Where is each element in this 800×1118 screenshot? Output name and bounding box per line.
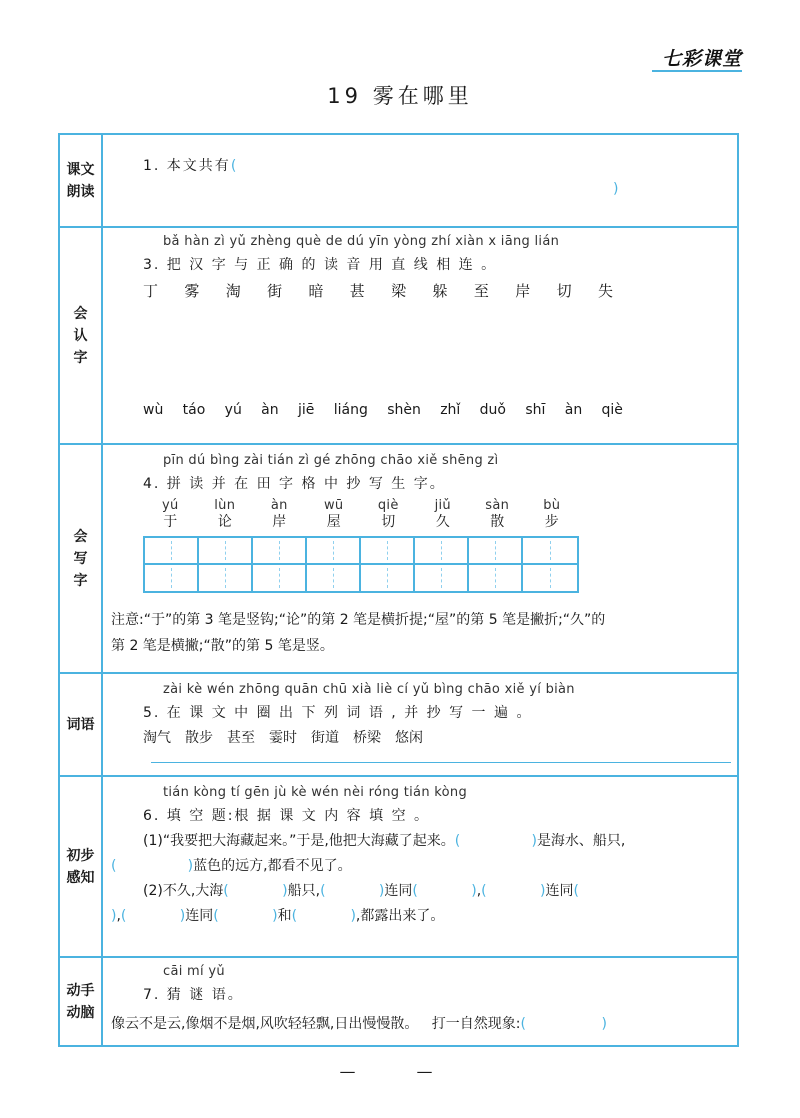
section-comprehension — [60, 777, 737, 958]
fill-text: ,都露出来了。 — [355, 908, 445, 924]
answer-open-paren: ( — [230, 158, 239, 174]
fill-line-2 — [111, 855, 352, 875]
section-hands-on — [60, 958, 737, 1045]
pinyin-line: pīn dú bìng zài tián zì gé zhōng chāo xiě shēng zì — [163, 453, 499, 468]
pinyin-line: bǎ hàn zì yǔ zhèng què de dú yīn yòng zhí xiàn x iāng lián — [163, 234, 560, 249]
label-line: 认 — [73, 327, 88, 344]
question-4: 4. 拼 读 并 在 田 字 格 中 抄 写 生 字。 — [143, 476, 446, 492]
writing-cell[interactable] — [523, 565, 577, 592]
char-hanzi: 于 — [163, 514, 178, 530]
pinyin-item[interactable]: qiè — [601, 402, 623, 418]
section-label-reading — [60, 135, 103, 226]
question-3: 3. 把 汉 字 与 正 确 的 读 音 用 直 线 相 连 。 — [143, 257, 498, 273]
pinyin-item[interactable]: táo — [182, 402, 206, 418]
writing-cell[interactable] — [199, 538, 253, 565]
section-words — [60, 674, 737, 777]
writing-cell[interactable] — [253, 565, 307, 592]
char-pinyin: bù — [543, 498, 561, 513]
label-line: 课文 — [66, 161, 95, 178]
question-1-text: 1. 本文共有 — [143, 158, 231, 174]
char-item[interactable]: 淘 — [225, 282, 241, 300]
section-recognize — [60, 228, 737, 445]
char-item[interactable]: 岸 — [515, 282, 531, 300]
word-list — [143, 727, 423, 747]
writing-cell[interactable] — [361, 565, 415, 592]
answer-blank[interactable]: ( ) — [454, 833, 537, 849]
char-item[interactable]: 街 — [267, 282, 283, 300]
fill-text: 连同 — [384, 883, 413, 899]
answer-blank[interactable]: ( ) — [291, 908, 356, 924]
char-item[interactable]: 躲 — [432, 282, 448, 300]
answer-blank[interactable]: ( ) — [120, 908, 186, 924]
char-item[interactable]: 甚 — [349, 282, 365, 300]
label-line: 字 — [73, 349, 88, 366]
writing-cell[interactable] — [415, 538, 469, 565]
section-label-hands-on — [60, 958, 103, 1045]
fill-text: , — [116, 908, 121, 924]
word-item: 散步 — [185, 730, 213, 746]
brand-underline — [652, 70, 742, 72]
pinyin-item[interactable]: jiē — [297, 402, 315, 418]
writing-cell[interactable] — [361, 538, 415, 565]
fill-text: 是海水、船只, — [536, 833, 626, 849]
writing-cell[interactable] — [145, 565, 199, 592]
word-item: 桥梁 — [353, 730, 381, 746]
pinyin-row — [143, 402, 623, 418]
tianzige-grid — [143, 536, 579, 593]
char-block — [416, 498, 471, 530]
writing-cell[interactable] — [307, 538, 361, 565]
answer-blank[interactable]: ( ) — [481, 883, 546, 899]
answer-blank[interactable]: ( ) — [320, 883, 385, 899]
section-label-words: 词语 — [60, 674, 103, 775]
character-row — [143, 280, 613, 301]
riddle-text: 像云不是云,像烟不是烟,风吹轻轻飘,日出慢慢散。 — [111, 1016, 419, 1032]
fill-text: 连同 — [545, 883, 574, 899]
char-pinyin: sàn — [485, 498, 510, 513]
worksheet-table — [58, 133, 739, 1047]
char-pinyin: qiè — [377, 498, 399, 513]
pinyin-item[interactable]: shèn — [387, 402, 421, 418]
label-line: 动脑 — [66, 1004, 95, 1021]
page-title: 19 雾在哪里 — [327, 84, 473, 108]
answer-blank-end[interactable]: ) — [111, 908, 117, 924]
pinyin-line: zài kè wén zhōng quān chū xià liè cí yǔ bìng chāo xiě yí biàn — [163, 682, 575, 697]
pinyin-item[interactable]: duǒ — [479, 402, 506, 418]
pinyin-item[interactable]: àn — [261, 402, 279, 418]
riddle-line — [111, 1013, 607, 1033]
char-hanzi: 切 — [381, 514, 396, 530]
answer-blank[interactable]: ( — [573, 883, 579, 899]
char-pinyin: jiǔ — [434, 498, 451, 513]
writing-cell[interactable] — [469, 538, 523, 565]
char-block — [525, 498, 580, 530]
stroke-note-line-1: 注意:“于”的第 3 笔是竖钩;“论”的第 2 笔是横折提;“屋”的第 5 笔是撇折;“久”的 — [111, 612, 606, 628]
writing-cell[interactable] — [199, 565, 253, 592]
new-characters — [143, 498, 579, 530]
fill-text: 船只, — [287, 883, 321, 899]
pinyin-item[interactable]: àn — [564, 402, 583, 418]
char-pinyin: àn — [270, 498, 288, 513]
char-pinyin: lùn — [214, 498, 236, 513]
label-line: 会 — [73, 305, 88, 322]
char-block — [361, 498, 416, 530]
word-item: 悠闲 — [395, 730, 423, 746]
question-7: 7. 猜 谜 语。 — [143, 987, 244, 1003]
fill-text: 蓝色的远方,都看不见了。 — [193, 858, 352, 874]
stroke-note-line-2: 第 2 笔是横撇;“散”的第 5 笔是竖。 — [111, 638, 334, 654]
question-6: 6. 填 空 题:根 据 课 文 内 容 填 空 。 — [143, 808, 431, 824]
pinyin-item[interactable]: shī — [525, 402, 546, 418]
char-item[interactable]: 暗 — [308, 282, 324, 300]
fill-text: (1)“我要把大海藏起来。”于是,他把大海藏了起来。 — [143, 833, 455, 849]
char-block — [143, 498, 198, 530]
char-hanzi: 岸 — [272, 514, 287, 530]
pinyin-line: tián kòng tí gēn jù kè wén nèi róng tián kòng — [163, 785, 468, 800]
label-line: 动手 — [66, 982, 95, 999]
fill-text: , — [476, 883, 482, 899]
fill-line-4 — [111, 905, 444, 925]
brand-logo: 七彩课堂 — [661, 48, 742, 70]
char-item[interactable]: 梁 — [391, 282, 407, 300]
label-line: 初步 — [66, 847, 95, 864]
char-item[interactable]: 雾 — [184, 282, 200, 300]
section-reading — [60, 135, 737, 228]
fill-line-1 — [143, 830, 625, 850]
answer-blank[interactable]: ( ) — [412, 883, 477, 899]
fill-text: 连同 — [185, 908, 214, 924]
answer-close-paren: ) — [613, 181, 619, 197]
pinyin-item[interactable]: liáng — [333, 402, 368, 418]
char-block — [198, 498, 253, 530]
word-item: 甚至 — [227, 730, 255, 746]
char-hanzi: 步 — [544, 514, 559, 530]
writing-cell[interactable] — [253, 538, 307, 565]
fill-text: 和 — [277, 908, 292, 924]
word-item: 街道 — [311, 730, 339, 746]
section-label-recognize — [60, 228, 103, 443]
char-block — [470, 498, 525, 530]
char-item[interactable]: 至 — [473, 282, 489, 300]
section-writing — [60, 445, 737, 674]
writing-cell[interactable] — [469, 565, 523, 592]
fill-line-3 — [143, 880, 579, 900]
section-label-comprehension — [60, 777, 103, 956]
char-item[interactable]: 丁 — [143, 282, 159, 300]
pinyin-line: cāi mí yǔ — [163, 964, 225, 979]
label-line: 感知 — [66, 869, 95, 886]
label-line: 会 — [73, 528, 88, 545]
page-number: — — — [339, 1062, 461, 1081]
writing-cell[interactable] — [415, 565, 469, 592]
question-1 — [143, 155, 238, 175]
answer-blank[interactable]: ( ) — [213, 908, 278, 924]
writing-cell[interactable] — [145, 538, 199, 565]
char-pinyin: wū — [324, 498, 344, 513]
writing-cell[interactable] — [523, 538, 577, 565]
word-item: 霎时 — [269, 730, 297, 746]
char-hanzi: 论 — [217, 514, 232, 530]
char-block — [307, 498, 362, 530]
label-line: 字 — [73, 572, 88, 589]
pinyin-item[interactable]: yú — [224, 402, 242, 418]
answer-blank[interactable]: ( ) — [520, 1016, 608, 1032]
writing-cell[interactable] — [307, 565, 361, 592]
answer-blank[interactable]: ( ) — [223, 883, 288, 899]
word-item: 淘气 — [143, 730, 171, 746]
pinyin-item[interactable]: wù — [143, 402, 164, 418]
char-pinyin: yú — [161, 498, 179, 513]
label-line: 朗读 — [66, 183, 95, 200]
char-hanzi: 久 — [435, 514, 450, 530]
fill-text: (2)不久,大海 — [143, 883, 224, 899]
section-label-writing — [60, 445, 103, 672]
char-hanzi: 屋 — [326, 514, 341, 530]
riddle-task: 打一自然现象: — [431, 1016, 521, 1032]
char-item[interactable]: 失 — [597, 282, 613, 300]
char-item[interactable]: 切 — [556, 282, 572, 300]
char-block — [252, 498, 307, 530]
question-5: 5. 在 课 文 中 圈 出 下 列 词 语 , 并 抄 写 一 遍 。 — [143, 705, 533, 721]
copy-writing-line[interactable] — [151, 762, 731, 763]
label-line: 写 — [73, 550, 88, 567]
answer-blank[interactable]: ( ) — [111, 858, 194, 874]
char-hanzi: 散 — [490, 514, 505, 530]
pinyin-item[interactable]: zhǐ — [440, 402, 461, 418]
